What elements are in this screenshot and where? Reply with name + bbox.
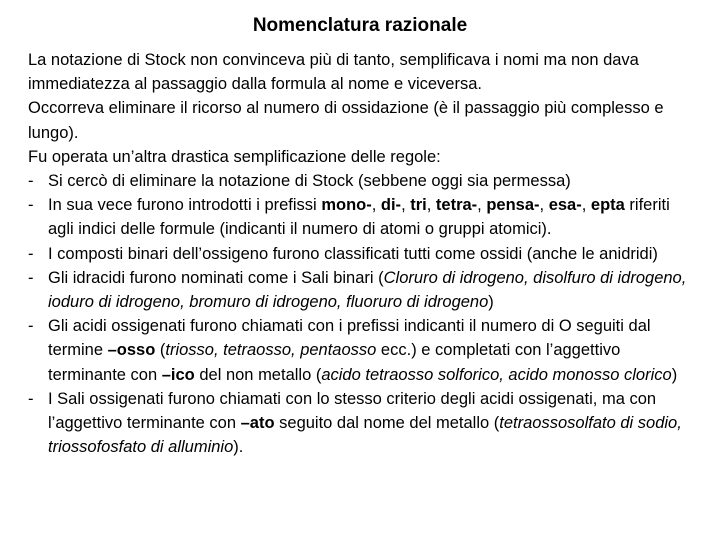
suffix-term: –ico [161, 365, 195, 384]
bullet-text: , [477, 196, 487, 215]
example-names: acido tetraosso solforico, acido monosso clorico [321, 365, 672, 384]
bullet-dash: - [28, 196, 34, 215]
example-names: Cloruro di idrogeno, disolfuro di idrogeno, ioduro di idrogeno, bromuro di idrogeno, fluoruro di idrogeno [48, 268, 687, 312]
prefix-term: tri [410, 196, 427, 215]
prefix-term: epta [590, 196, 625, 215]
example-names: tetraossosolfato di sodio, triossofosfato di alluminio [48, 414, 682, 457]
bullet-text: seguito dal nome del metallo ( [274, 414, 500, 433]
bullet-dash: - [28, 268, 34, 287]
prefix-term: mono- [321, 196, 372, 215]
bullet-text: , [371, 196, 381, 215]
bullet-text: Gli acidi ossigenati furono chiamati con i prefissi indicanti il numero di O seguiti dal termine [48, 317, 651, 360]
bullet-text: I composti binari dell’ossigeno furono classificati tutti come ossidi (anche le anidridi) [48, 244, 658, 263]
bullet-text: ) [671, 365, 678, 384]
bullet-text: del non metallo ( [194, 365, 322, 384]
suffix-term: –ato [240, 414, 275, 433]
bullet-text: Gli idracidi furono nominati come i Sali binari ( [48, 268, 384, 287]
bullet-text: ecc.) e completati con l’aggettivo terminante con [48, 341, 621, 384]
paragraph-oxidation: Occorreva eliminare il ricorso al numero di ossidazione (è il passaggio più complesso e lungo). [28, 99, 664, 142]
slide-title: Nomenclatura razionale [252, 15, 468, 36]
bullet-dash: - [28, 172, 34, 191]
list-item [28, 193, 696, 241]
bullet-text: , [581, 196, 591, 215]
bullet-text: ). [233, 438, 244, 457]
bullet-dash: - [28, 317, 34, 336]
bullet-text: riferiti agli indici delle formule (indicanti il numero di atomi o gruppi atomici). [48, 196, 670, 239]
slide-body [28, 48, 696, 459]
bullet-dash: - [28, 244, 34, 263]
example-names: triosso, tetraosso, pentaosso [165, 341, 377, 360]
prefix-term: pensa- [486, 196, 540, 215]
bullet-text: , [401, 196, 411, 215]
list-item [28, 387, 696, 460]
rules-list [28, 169, 696, 459]
bullet-text: ( [155, 341, 166, 360]
paragraph-rules: Fu operata un’altra drastica semplificazione delle regole: [28, 147, 441, 166]
bullet-text: , [426, 196, 436, 215]
suffix-term: –osso [107, 341, 156, 360]
list-item [28, 169, 696, 193]
bullet-text: , [539, 196, 549, 215]
bullet-text: I Sali ossigenati furono chiamati con lo stesso criterio degli acidi ossigenati, ma con l’aggettivo terminante con [48, 389, 657, 433]
bullet-text: Si cercò di eliminare la notazione di Stock (sebbene oggi sia permessa) [48, 172, 571, 191]
paragraph-intro: La notazione di Stock non convinceva più di tanto, semplificava i nomi ma non dava immediatezza al passaggio dalla formula al nome e viceversa. [28, 51, 639, 94]
prefix-term: esa- [548, 196, 582, 215]
bullet-text: In sua vece furono introdotti i prefissi [48, 196, 322, 215]
list-item [28, 266, 696, 314]
bullet-text: ) [488, 293, 494, 312]
list-item [28, 314, 696, 387]
prefix-term: di- [380, 196, 402, 215]
prefix-term: tetra- [435, 196, 478, 215]
bullet-dash: - [28, 389, 34, 408]
list-item [28, 242, 696, 266]
